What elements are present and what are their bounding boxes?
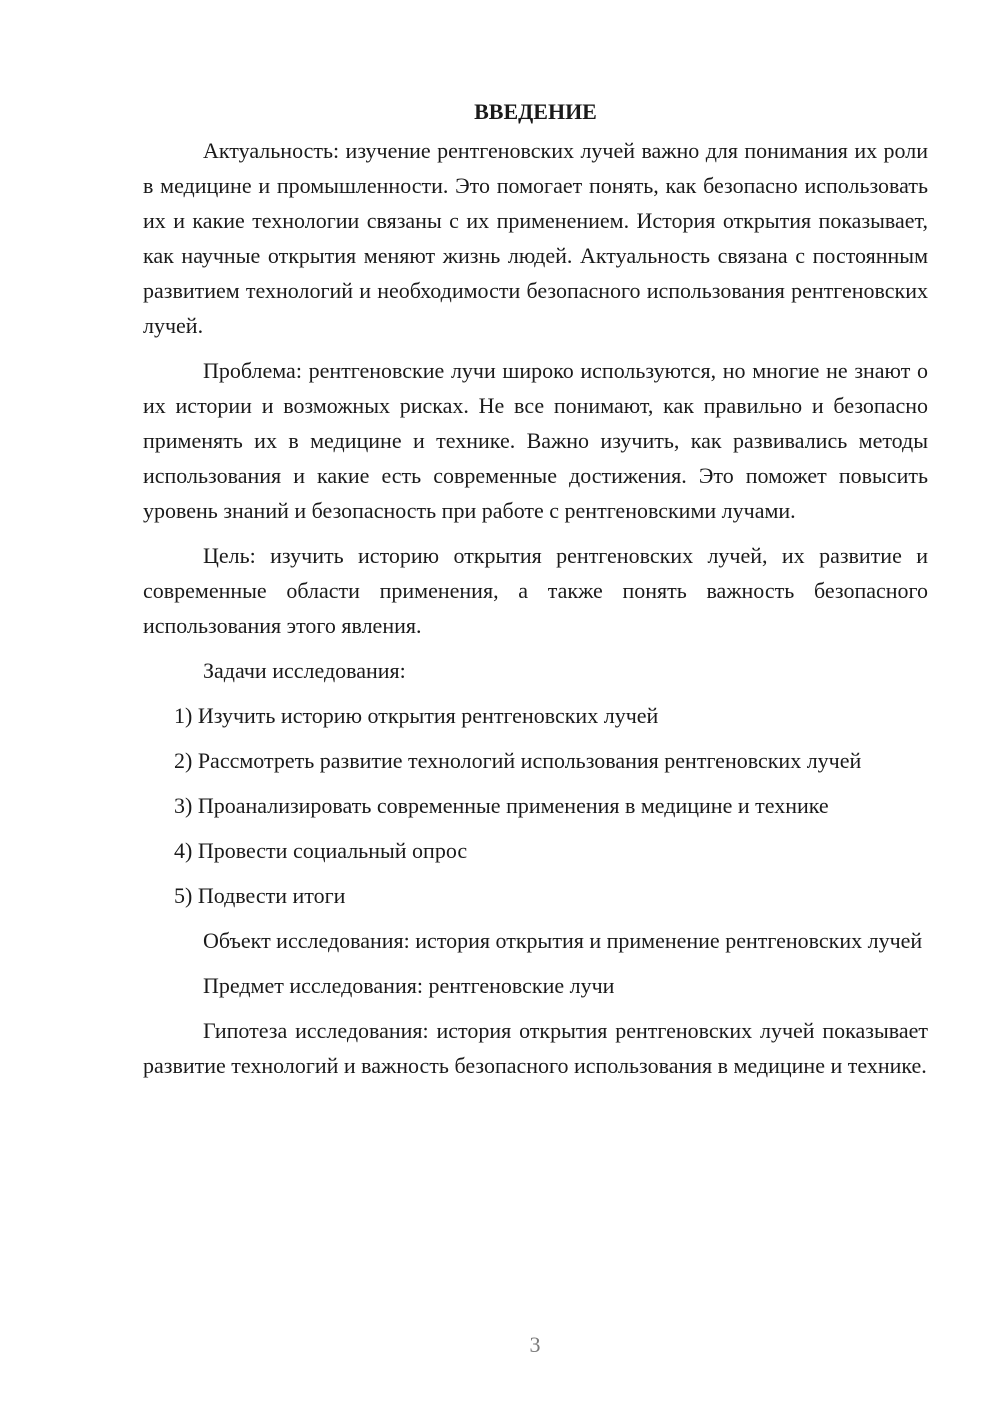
page-number: 3 — [529, 1332, 541, 1357]
goal-paragraph: Цель: изучить историю открытия рентгеновских лучей, их развитие и современные области применения, а также понять важность безопасного использования этого явления. — [143, 543, 928, 638]
page-content — [143, 94, 928, 1093]
relevance-paragraph: Актуальность: изучение рентгеновских лучей важно для понимания их роли в медицине и промышленности. Это помогает понять, как безопасно использовать их и какие технологии связаны с их применением. История открытия показывает, как научные открытия меняют жизнь людей. Актуальность связана с постоянным развитием технологий и необходимости безопасного использования рентгеновских лучей. — [143, 138, 928, 338]
research-object: Объект исследования: история открытия и применение рентгеновских лучей — [203, 928, 923, 953]
task-item-3: 3) Проанализировать современные применения в медицине и технике — [174, 793, 829, 818]
task-item-2: 2) Рассмотреть развитие технологий использования рентгеновских лучей — [174, 748, 862, 773]
task-item-1: 1) Изучить историю открытия рентгеновских лучей — [174, 703, 659, 728]
tasks-heading: Задачи исследования: — [203, 658, 406, 683]
page-title: ВВЕДЕНИЕ — [474, 99, 597, 124]
problem-paragraph: Проблема: рентгеновские лучи широко используются, но многие не знают о их истории и возможных рисках. Не все понимают, как правильно и безопасно применять их в медицине и технике. Важно изучить, как развивались методы использования и какие есть современные достижения. Это поможет повысить уровень знаний и безопасность при работе с рентгеновскими лучами. — [143, 358, 928, 523]
research-hypothesis: Гипотеза исследования: история открытия рентгеновских лучей показывает развитие технологий и важность безопасного использования в медицине и технике. — [143, 1018, 928, 1078]
task-item-5: 5) Подвести итоги — [174, 883, 346, 908]
research-subject: Предмет исследования: рентгеновские лучи — [203, 973, 615, 998]
task-item-4: 4) Провести социальный опрос — [174, 838, 468, 863]
